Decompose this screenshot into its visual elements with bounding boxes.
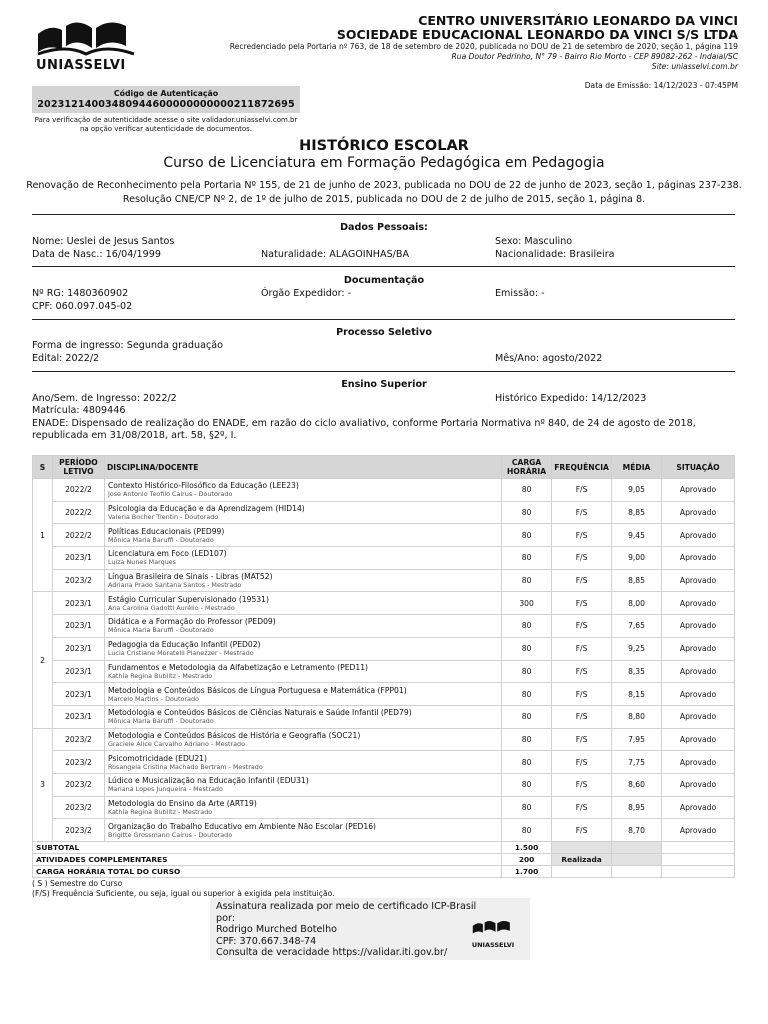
discipline-name: Estágio Curricular Supervisionado (19531) — [107, 594, 269, 604]
average-cell: 9,05 — [612, 479, 662, 502]
discipline-cell — [104, 479, 501, 502]
table-header — [33, 456, 735, 479]
month-year: Mês/Ano: agosto/2022 — [495, 353, 603, 364]
hours-cell: 80 — [502, 524, 552, 547]
average-cell: 9,45 — [612, 524, 662, 547]
teacher-name: Mariana Lopes Junqueira - Mestrado — [107, 785, 223, 794]
period-cell: 2023/2 — [52, 819, 104, 842]
uniasselvi-logo — [36, 20, 136, 75]
teacher-name: Adriana Prado Santana Santos - Mestrado — [107, 581, 242, 590]
discipline-name: Metodologia e Conteúdos Básicos de História e Geografia (SOC21) — [107, 730, 361, 740]
institution-name: CENTRO UNIVERSITÁRIO LEONARDO DA VINCI — [418, 13, 738, 28]
average-cell: 8,15 — [612, 683, 662, 706]
signature-box — [210, 898, 530, 960]
student-sex: Sexo: Masculino — [495, 236, 573, 247]
auth-code: 20231214003480944600000000000211872695 — [37, 99, 295, 110]
discipline-cell — [104, 615, 501, 638]
teacher-name: Lucia Cristiane Moratelli Pianezzer - Mestrado — [107, 649, 254, 658]
hours-cell: 80 — [502, 615, 552, 638]
period-cell: 2023/1 — [52, 592, 104, 615]
col-semester: S — [33, 456, 53, 479]
frequency-cell: F/S — [552, 773, 612, 796]
naturality: Naturalidade: ALAGOINHAS/BA — [261, 249, 410, 260]
hours-cell: 80 — [502, 547, 552, 570]
teacher-name: Rosangela Cristina Machado Bertram - Mestrado — [107, 762, 263, 771]
table-row — [33, 524, 735, 547]
table-row — [33, 728, 735, 751]
hours-cell: 80 — [502, 479, 552, 502]
col-period: PERÍODO LETIVO — [52, 456, 104, 479]
rg-number: Nº RG: 1480360902 — [32, 288, 129, 299]
hours-cell: 80 — [502, 819, 552, 842]
enade-note: ENADE: Dispensado de realização do ENADE, em razão do ciclo avaliativo, conforme Portaria Normativa nº 840, de 24 de agosto de 2018, republicada em 31/08/2018, art. 58, §2º, I. — [32, 418, 696, 441]
teacher-name: Graciele Alice Carvalho Adriano - Mestrado — [107, 739, 246, 748]
discipline-cell — [104, 547, 501, 570]
discipline-name: Metodologia e Conteúdos Básicos de Ciências Naturais e Saúde Infantil (PED79) — [107, 708, 412, 718]
student-name: Nome: Ueslei de Jesus Santos — [32, 236, 175, 247]
signer-cpf: CPF: 370.667.348-74 — [216, 935, 317, 947]
semester-cell: 2 — [33, 592, 53, 728]
status-cell: Aprovado — [662, 705, 735, 728]
teacher-name: Ana Carolina Gadotti Aurélio - Mestrado — [107, 603, 235, 612]
discipline-cell — [104, 819, 501, 842]
status-cell: Aprovado — [662, 637, 735, 660]
legend-frequency: (F/S) Frequência Suficiente, ou seja, igual ou superior à exigida pela instituição. — [32, 889, 335, 898]
semester-cell: 3 — [33, 728, 53, 841]
discipline-cell — [104, 728, 501, 751]
teacher-name: Brigitte Grossmann Cairus - Doutorado — [107, 830, 233, 839]
discipline-name: Organização do Trabalho Educativo em Ambiente Não Escolar (PED16) — [107, 821, 376, 831]
period-cell: 2023/1 — [52, 547, 104, 570]
table-row — [33, 705, 735, 728]
discipline-cell — [104, 501, 501, 524]
teacher-name: Mônica Maria Baruffi - Doutorado — [107, 717, 214, 726]
table-row — [33, 569, 735, 592]
average-cell: 8,60 — [612, 773, 662, 796]
divider — [32, 319, 735, 320]
recognition-text — [0, 179, 768, 207]
status-cell: Aprovado — [662, 683, 735, 706]
status-cell: Aprovado — [662, 524, 735, 547]
auth-note: Para verificação de autenticidade acesse o site validador.uniasselvi.com.br na opção verificar autenticidade de documentos. — [34, 116, 298, 133]
selection-heading: Processo Seletivo — [336, 327, 432, 338]
status-cell: Aprovado — [662, 615, 735, 638]
discipline-name: Psicomotricidade (EDU21) — [107, 753, 207, 763]
rg-issue-date: Emissão: - — [495, 288, 545, 299]
rg-issuer: Órgão Expedidor: - — [261, 288, 352, 299]
total-label: CARGA HORÁRIA TOTAL DO CURSO — [33, 866, 502, 878]
frequency-cell: F/S — [552, 637, 612, 660]
hours-cell: 80 — [502, 728, 552, 751]
signature-line-2: por: — [216, 912, 235, 924]
discipline-cell — [104, 796, 501, 819]
signature-logo-text: UNIASSELVI — [471, 940, 515, 949]
auth-label: Código de Autenticação — [113, 89, 219, 98]
teacher-name: Kathia Regina Bublitz - Mestrado — [107, 671, 213, 680]
status-cell: Aprovado — [662, 592, 735, 615]
hours-cell: 80 — [502, 660, 552, 683]
period-cell: 2023/2 — [52, 796, 104, 819]
table-row — [33, 773, 735, 796]
divider — [32, 371, 735, 372]
document-title: HISTÓRICO ESCOLAR — [299, 138, 469, 154]
average-cell: 8,70 — [612, 819, 662, 842]
total-row — [33, 866, 735, 878]
frequency-cell: F/S — [552, 751, 612, 774]
col-hours: CARGA HORÁRIA — [502, 456, 552, 479]
discipline-name: Língua Brasileira de Sinais - Libras (MAT52) — [107, 572, 273, 582]
table-row — [33, 637, 735, 660]
birth-date: Data de Nasc.: 16/04/1999 — [32, 249, 161, 260]
discipline-name: Didática e a Formação do Professor (PED09) — [107, 617, 276, 627]
period-cell: 2023/1 — [52, 683, 104, 706]
site-text: Site: uniasselvi.com.br — [651, 62, 738, 71]
documents-heading: Documentação — [343, 275, 425, 286]
status-cell: Aprovado — [662, 796, 735, 819]
activities-status: Realizada — [552, 854, 612, 866]
status-cell: Aprovado — [662, 819, 735, 842]
auth-box — [32, 86, 300, 113]
period-cell: 2023/1 — [52, 637, 104, 660]
period-cell: 2023/2 — [52, 773, 104, 796]
frequency-cell: F/S — [552, 501, 612, 524]
teacher-name: Mônica Maria Baruffi - Doutorado — [107, 626, 214, 635]
col-discipline: DISCIPLINA/DOCENTE — [104, 456, 501, 479]
signer-name: Rodrigo Murched Botelho — [216, 924, 338, 936]
period-cell: 2023/2 — [52, 751, 104, 774]
grades-table — [32, 455, 735, 878]
status-cell: Aprovado — [662, 773, 735, 796]
status-cell: Aprovado — [662, 751, 735, 774]
period-cell: 2022/2 — [52, 479, 104, 502]
signature-logo — [470, 920, 516, 949]
teacher-name: Luiza Nunes Marques — [107, 558, 176, 567]
enrollment-number: Matrícula: 4809446 — [32, 405, 126, 416]
activities-value: 200 — [502, 854, 552, 866]
average-cell: 9,25 — [612, 637, 662, 660]
table-row — [33, 819, 735, 842]
table-row — [33, 751, 735, 774]
table-row — [33, 547, 735, 570]
hours-cell: 80 — [502, 637, 552, 660]
frequency-cell: F/S — [552, 592, 612, 615]
discipline-name: Pedagogia da Educação Infantil (PED02) — [107, 640, 261, 650]
teacher-name: Mônica Maria Baruffi - Doutorado — [107, 535, 214, 544]
hours-cell: 80 — [502, 705, 552, 728]
discipline-name: Lúdico e Musicalização na Educação Infantil (EDU31) — [107, 776, 309, 786]
discipline-cell — [104, 524, 501, 547]
discipline-cell — [104, 683, 501, 706]
average-cell: 7,65 — [612, 615, 662, 638]
frequency-cell: F/S — [552, 796, 612, 819]
hours-cell: 300 — [502, 592, 552, 615]
col-status: SITUAÇÃO — [662, 456, 735, 479]
semester-cell: 1 — [33, 479, 53, 592]
status-cell: Aprovado — [662, 728, 735, 751]
table-row — [33, 501, 735, 524]
hours-cell: 80 — [502, 796, 552, 819]
higher-heading: Ensino Superior — [341, 379, 427, 390]
frequency-cell: F/S — [552, 524, 612, 547]
frequency-cell: F/S — [552, 683, 612, 706]
discipline-cell — [104, 751, 501, 774]
period-cell: 2023/1 — [52, 705, 104, 728]
status-cell: Aprovado — [662, 501, 735, 524]
frequency-cell: F/S — [552, 705, 612, 728]
hours-cell: 80 — [502, 751, 552, 774]
recognition-line-1: Renovação de Reconhecimento pela Portaria Nº 155, de 21 de junho de 2023, publicada no DOU de 22 de junho de 2023, seção 1, páginas 237-238. — [26, 180, 742, 191]
legend-semester: ( S ) Semestre do Curso — [32, 879, 123, 888]
personal-heading: Dados Pessoais: — [340, 222, 428, 233]
average-cell: 8,80 — [612, 705, 662, 728]
period-cell: 2022/2 — [52, 524, 104, 547]
discipline-cell — [104, 569, 501, 592]
cpf-number: CPF: 060.097.045-02 — [32, 301, 133, 312]
average-cell: 8,85 — [612, 569, 662, 592]
teacher-name: Kathia Regina Bublitz - Mestrado — [107, 807, 213, 816]
logo-text: UNIASSELVI — [36, 58, 126, 73]
institution-header — [230, 14, 738, 72]
status-cell: Aprovado — [662, 547, 735, 570]
discipline-name: Psicologia da Educação e da Aprendizagem (HID14) — [107, 504, 305, 514]
company-name: SOCIEDADE EDUCACIONAL LEONARDO DA VINCI S/S LTDA — [336, 27, 738, 42]
total-value: 1.700 — [502, 866, 552, 878]
col-average: MÉDIA — [612, 456, 662, 479]
entry-form: Forma de ingresso: Segunda graduação — [32, 340, 224, 351]
subtotal-row — [33, 842, 735, 854]
table-row — [33, 660, 735, 683]
hours-cell: 80 — [502, 683, 552, 706]
book-logo-icon — [36, 20, 136, 58]
discipline-cell — [104, 660, 501, 683]
nationality: Nacionalidade: Brasileira — [495, 249, 615, 260]
table-row — [33, 796, 735, 819]
period-cell: 2023/2 — [52, 728, 104, 751]
discipline-name: Fundamentos e Metodologia da Alfabetização e Letramento (PED11) — [107, 662, 368, 672]
col-frequency: FREQUÊNCIA — [552, 456, 612, 479]
recognition-line-2: Resolução CNE/CP Nº 2, de 1º de julho de 2015, publicada no DOU de 2 de julho de 2015, seção 1, página 8. — [122, 194, 646, 205]
frequency-cell: F/S — [552, 660, 612, 683]
edital: Edital: 2022/2 — [32, 353, 100, 364]
period-cell: 2023/1 — [52, 660, 104, 683]
average-cell: 8,85 — [612, 501, 662, 524]
history-issued: Histórico Expedido: 14/12/2023 — [495, 393, 647, 404]
average-cell: 8,35 — [612, 660, 662, 683]
hours-cell: 80 — [502, 773, 552, 796]
hours-cell: 80 — [502, 501, 552, 524]
discipline-name: Licenciatura em Foco (LED107) — [107, 549, 227, 559]
status-cell: Aprovado — [662, 479, 735, 502]
address-text: Rua Doutor Pedrinho, N° 79 - Bairro Rio Morto - CEP 89082-262 - Indaial/SC — [451, 52, 738, 61]
discipline-name: Contexto Histórico-Filosófico da Educação (LEE23) — [107, 481, 299, 491]
table-row — [33, 683, 735, 706]
period-cell: 2023/2 — [52, 569, 104, 592]
average-cell: 9,00 — [612, 547, 662, 570]
discipline-cell — [104, 773, 501, 796]
average-cell: 7,95 — [612, 728, 662, 751]
accreditation-text: Recredenciado pela Portaria nº 763, de 18 de setembro de 2020, publicada no DOU de 21 de setembro de 2020, seção 1, página 119 — [229, 42, 738, 51]
frequency-cell: F/S — [552, 819, 612, 842]
frequency-cell: F/S — [552, 479, 612, 502]
grade-rows — [33, 479, 735, 842]
subtotal-value: 1.500 — [502, 842, 552, 854]
discipline-cell — [104, 637, 501, 660]
course-name: Curso de Licenciatura em Formação Pedagógica em Pedagogia — [163, 155, 605, 171]
period-cell: 2023/1 — [52, 615, 104, 638]
status-cell: Aprovado — [662, 569, 735, 592]
table-row — [33, 592, 735, 615]
teacher-name: Marcelo Martins - Doutorado — [107, 694, 199, 703]
discipline-cell — [104, 705, 501, 728]
legend — [32, 879, 335, 899]
average-cell: 8,00 — [612, 592, 662, 615]
verification-link: Consulta de veracidade https://validar.iti.gov.br/ — [216, 947, 448, 959]
frequency-cell: F/S — [552, 569, 612, 592]
emission-date: Data de Emissão: 14/12/2023 - 07:45PM — [584, 81, 738, 90]
table-row — [33, 615, 735, 638]
table-row — [33, 479, 735, 502]
status-cell: Aprovado — [662, 660, 735, 683]
teacher-name: Jose Antonio Teofilo Cairus - Doutorado — [107, 490, 233, 499]
hours-cell: 80 — [502, 569, 552, 592]
activities-label: ATIVIDADES COMPLEMENTARES — [33, 854, 502, 866]
discipline-name: Metodologia e Conteúdos Básicos de Língua Portuguesa e Matemática (FPP01) — [107, 685, 407, 695]
subtotal-label: SUBTOTAL — [33, 842, 502, 854]
discipline-name: Políticas Educacionais (PED99) — [107, 526, 225, 536]
divider — [32, 214, 735, 215]
signature-line-1: Assinatura realizada por meio de certificado ICP-Brasil — [216, 901, 477, 912]
frequency-cell: F/S — [552, 615, 612, 638]
book-logo-icon — [470, 920, 516, 936]
period-cell: 2022/2 — [52, 501, 104, 524]
average-cell: 8,95 — [612, 796, 662, 819]
frequency-cell: F/S — [552, 728, 612, 751]
discipline-name: Metodologia do Ensino da Arte (ART19) — [107, 798, 257, 808]
activities-row — [33, 854, 735, 866]
discipline-cell — [104, 592, 501, 615]
teacher-name: Valeria Bocher Trentin - Doutorado — [107, 513, 219, 522]
frequency-cell: F/S — [552, 547, 612, 570]
average-cell: 7,75 — [612, 751, 662, 774]
entry-semester: Ano/Sem. de Ingresso: 2022/2 — [32, 393, 177, 404]
divider — [32, 266, 735, 267]
